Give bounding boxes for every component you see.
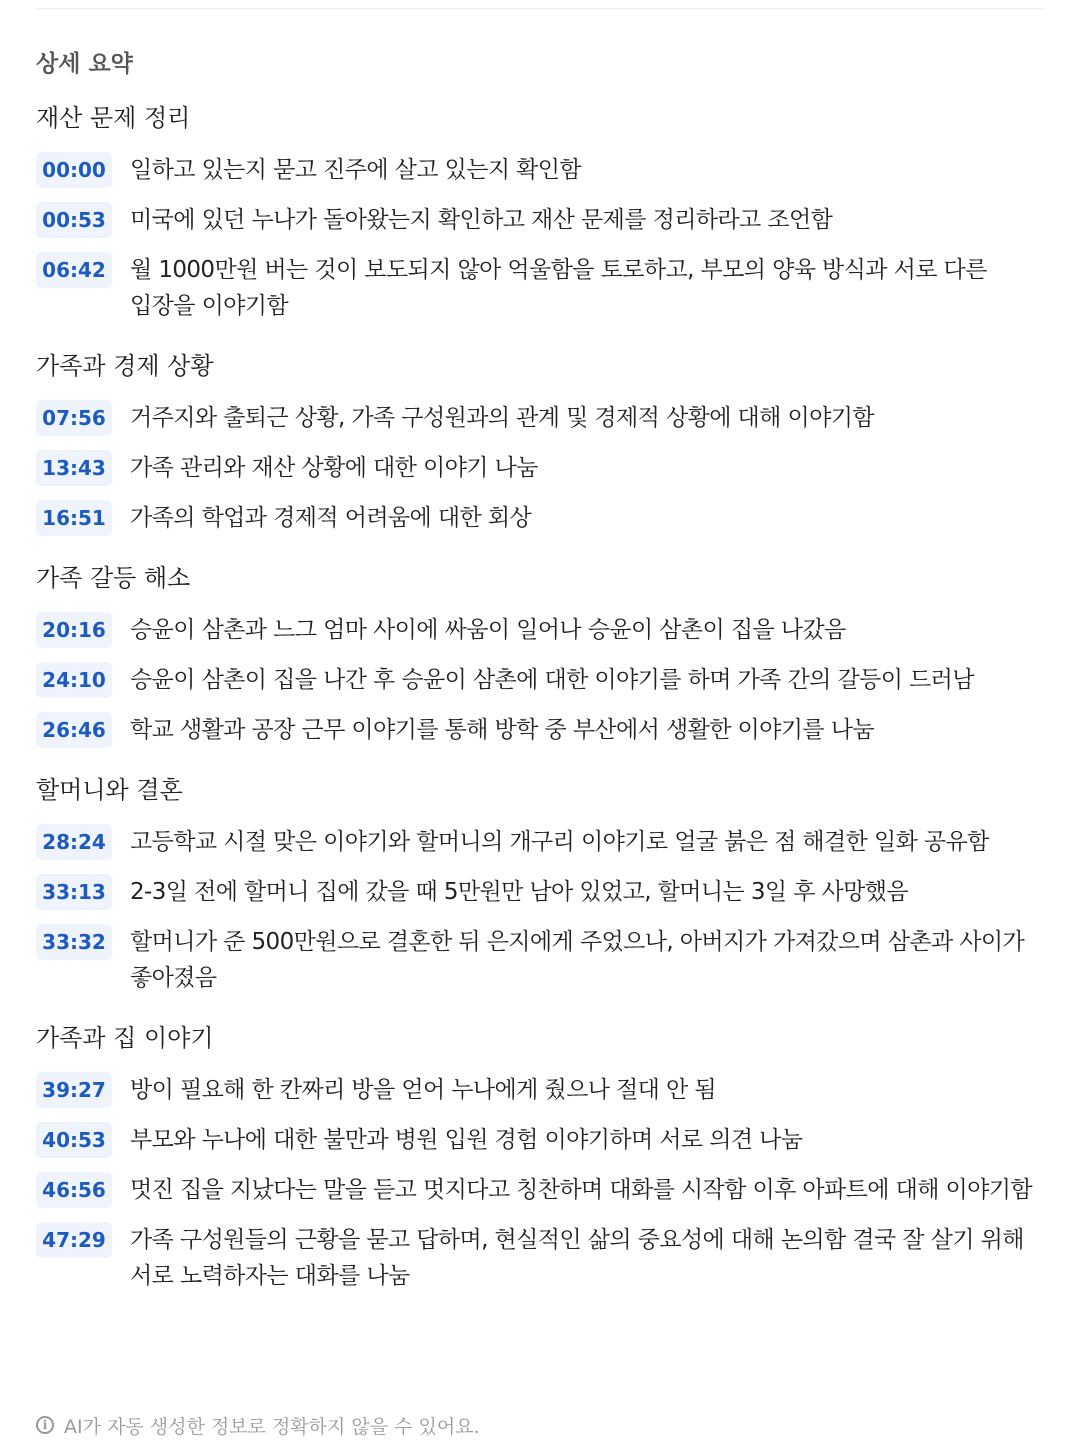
section-title: 가족 갈등 해소	[36, 564, 191, 592]
summary-entry	[36, 1172, 1044, 1208]
entry-text: 멋진 집을 지났다는 말을 듣고 멋지다고 칭찬하며 대화를 시작함 이후 아파트에 대해 이야기함	[130, 1177, 1033, 1203]
summary-entry	[36, 612, 1044, 648]
entry-text: 가족 구성원들의 근황을 묻고 답하며, 현실적인 삶의 중요성에 대해 논의함 결국 잘 살기 위해 서로 노력하자는 대화를 나눔	[130, 1227, 1024, 1289]
summary-section	[36, 346, 1044, 536]
timestamp-button[interactable]: 47:29	[36, 1222, 112, 1258]
summary-entry	[36, 252, 1044, 324]
timestamp-button[interactable]: 33:13	[36, 874, 112, 910]
summary-entry	[36, 400, 1044, 436]
top-divider	[36, 8, 1044, 9]
entry-text: 승윤이 삼촌과 느그 엄마 사이에 싸움이 일어나 승윤이 삼촌이 집을 나갔음	[130, 617, 846, 643]
summary-entry	[36, 824, 1044, 860]
section-title: 할머니와 결혼	[36, 776, 183, 804]
summary-sections	[36, 98, 1044, 1294]
entry-text: 거주지와 출퇴근 상황, 가족 구성원과의 관계 및 경제적 상황에 대해 이야기함	[130, 405, 874, 431]
section-title: 가족과 경제 상황	[36, 352, 214, 380]
info-icon: i	[36, 1416, 54, 1434]
timestamp-button[interactable]: 00:00	[36, 152, 112, 188]
timestamp-button[interactable]: 26:46	[36, 712, 112, 748]
timestamp-button[interactable]: 28:24	[36, 824, 112, 860]
timestamp-button[interactable]: 06:42	[36, 252, 112, 288]
entry-list	[36, 152, 1044, 324]
summary-entry	[36, 1222, 1044, 1294]
entry-text: 미국에 있던 누나가 돌아왔는지 확인하고 재산 문제를 정리하라고 조언함	[130, 207, 833, 233]
summary-section	[36, 558, 1044, 748]
entry-text: 2-3일 전에 할머니 집에 갔을 때 5만원만 남아 있었고, 할머니는 3일 후 사망했음	[130, 879, 908, 905]
timestamp-button[interactable]: 39:27	[36, 1072, 112, 1108]
timestamp-button[interactable]: 16:51	[36, 500, 112, 536]
summary-entry	[36, 1122, 1044, 1158]
timestamp-button[interactable]: 07:56	[36, 400, 112, 436]
entry-list	[36, 1072, 1044, 1294]
section-title: 재산 문제 정리	[36, 104, 191, 132]
timestamp-button[interactable]: 24:10	[36, 662, 112, 698]
entry-text: 학교 생활과 공장 근무 이야기를 통해 방학 중 부산에서 생활한 이야기를 나눔	[130, 717, 874, 743]
entry-text: 할머니가 준 500만원으로 결혼한 뒤 은지에게 주었으나, 아버지가 가져갔으며 삼촌과 사이가 좋아졌음	[130, 929, 1025, 991]
entry-text: 고등학교 시절 맞은 이야기와 할머니의 개구리 이야기로 얼굴 붉은 점 해결한 일화 공유함	[130, 829, 989, 855]
timestamp-button[interactable]: 33:32	[36, 924, 112, 960]
summary-entry	[36, 152, 1044, 188]
timestamp-button[interactable]: 20:16	[36, 612, 112, 648]
ai-disclaimer	[36, 1408, 480, 1442]
entry-text: 승윤이 삼촌이 집을 나간 후 승윤이 삼촌에 대한 이야기를 하며 가족 간의 갈등이 드러남	[130, 667, 974, 693]
summary-entry	[36, 662, 1044, 698]
timestamp-button[interactable]: 46:56	[36, 1172, 112, 1208]
summary-title: 상세 요약	[36, 51, 133, 77]
timestamp-button[interactable]: 40:53	[36, 1122, 112, 1158]
timestamp-button[interactable]: 13:43	[36, 450, 112, 486]
summary-entry	[36, 712, 1044, 748]
entry-list	[36, 824, 1044, 996]
summary-section	[36, 1018, 1044, 1294]
entry-text: 가족 관리와 재산 상황에 대한 이야기 나눔	[130, 455, 538, 481]
summary-section	[36, 98, 1044, 324]
detailed-summary-panel	[36, 44, 1044, 1316]
entry-list	[36, 612, 1044, 748]
timestamp-button[interactable]: 00:53	[36, 202, 112, 238]
summary-entry	[36, 500, 1044, 536]
summary-section	[36, 770, 1044, 996]
summary-entry	[36, 450, 1044, 486]
entry-text: 가족의 학업과 경제적 어려움에 대한 회상	[130, 505, 532, 531]
summary-entry	[36, 1072, 1044, 1108]
section-title: 가족과 집 이야기	[36, 1024, 214, 1052]
summary-entry	[36, 874, 1044, 910]
ai-disclaimer-text: AI가 자동 생성한 정보로 정확하지 않을 수 있어요.	[64, 1415, 480, 1438]
entry-list	[36, 400, 1044, 536]
entry-text: 방이 필요해 한 칸짜리 방을 얻어 누나에게 줬으나 절대 안 됨	[130, 1077, 716, 1103]
entry-text: 일하고 있는지 묻고 진주에 살고 있는지 확인함	[130, 157, 582, 183]
summary-entry	[36, 924, 1044, 996]
summary-entry	[36, 202, 1044, 238]
entry-text: 부모와 누나에 대한 불만과 병원 입원 경험 이야기하며 서로 의견 나눔	[130, 1127, 803, 1153]
entry-text: 월 1000만원 버는 것이 보도되지 않아 억울함을 토로하고, 부모의 양육 방식과 서로 다른 입장을 이야기함	[130, 257, 987, 319]
